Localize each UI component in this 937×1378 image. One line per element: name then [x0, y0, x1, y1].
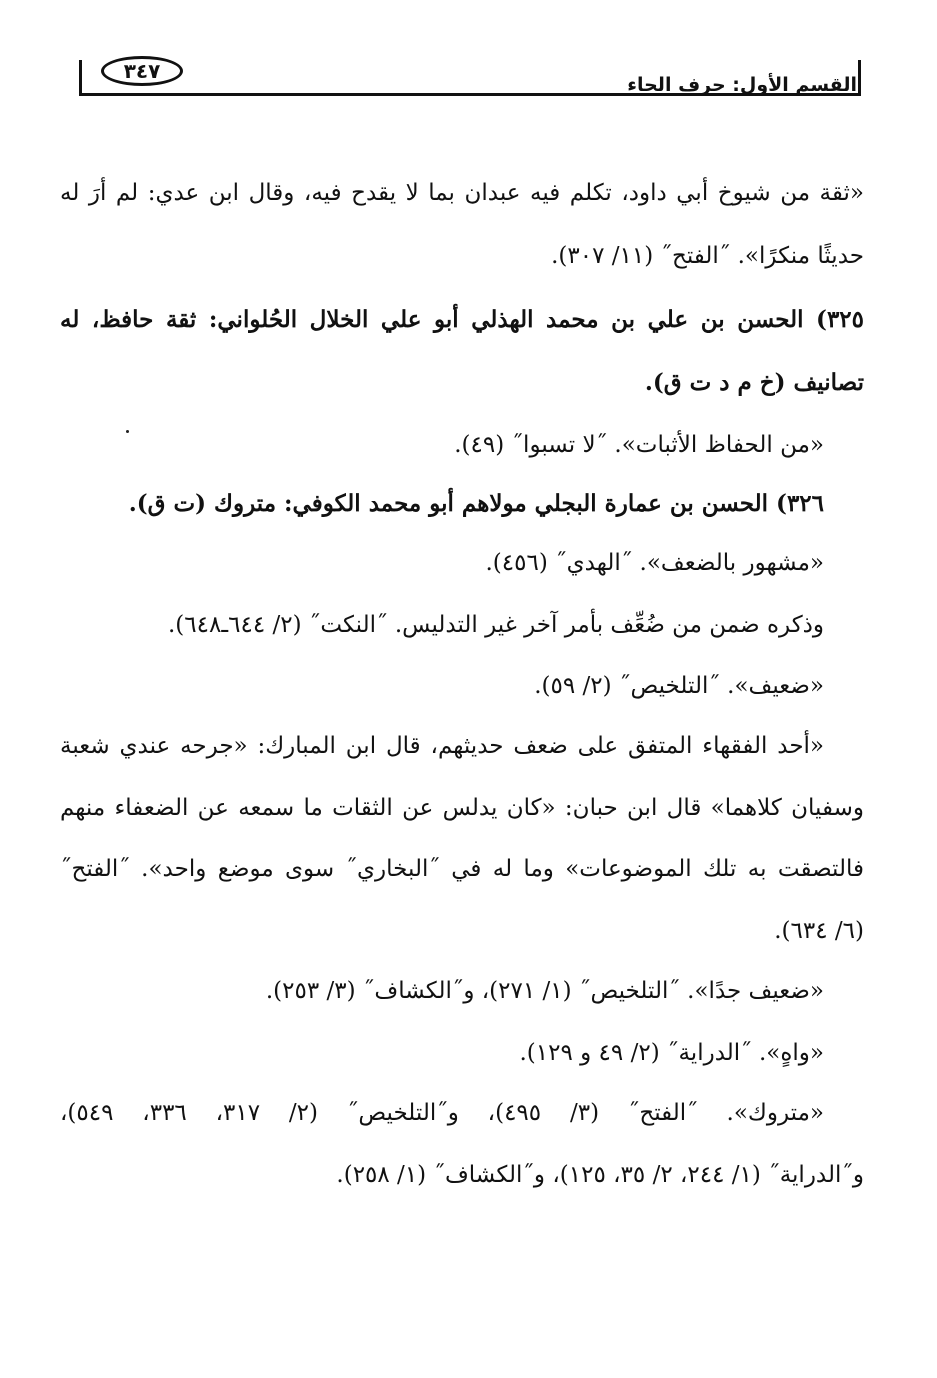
- text-line: فالتصقت به تلك الموضوعات» وما له في ˝البخاري˝ سوى موضع واحد». ˝الفتح˝: [60, 856, 864, 882]
- text-line: «من الحفاظ الأثبات». ˝لا تسبوا˝ (٤٩).: [454, 432, 824, 458]
- print-speck: [126, 430, 129, 433]
- text-line: وسفيان كلاهما» قال ابن حبان: «كان يدلس عن الثقات ما سمعه عن الضعفاء منهم: [60, 795, 864, 821]
- entry-heading: ٣٢٥) الحسن بن علي بن محمد الهذلي أبو علي الخلال الحُلواني: ثقة حافظ، له: [60, 306, 864, 333]
- text-line: «ثقة من شيوخ أبي داود، تكلم فيه عبدان بما لا يقدح فيه، وقال ابن عدي: لم أرَ له: [60, 180, 864, 206]
- text-line: حديثًا منكرًا». ˝الفتح˝ (١١/ ٣٠٧).: [551, 243, 864, 269]
- text-line: و˝الدراية˝ (١/ ٢٤٤، ٢/ ٣٥، ١٢٥)، و˝الكشاف˝ (١/ ٢٥٨).: [336, 1162, 864, 1188]
- section-title: القسم الأول: حرف الحاء: [627, 74, 857, 96]
- entry-heading: تصانيف (خ م د ت ق).: [644, 369, 864, 396]
- text-line: «متروك». ˝الفتح˝ (٣/ ٤٩٥)، و˝التلخيص˝ (٢/ ٣١٧، ٣٣٦، ٥٤٩)،: [60, 1100, 824, 1126]
- text-line: «ضعيف». ˝التلخيص˝ (٢/ ٥٩).: [534, 673, 824, 699]
- text-line: وذكره ضمن من ضُعِّف بأمر آخر غير التدليس. ˝النكت˝ (٢/ ٦٤٤ـ٦٤٨).: [168, 612, 824, 638]
- text-line: (٦/ ٦٣٤).: [774, 918, 864, 944]
- page-header: [79, 56, 863, 100]
- text-line: «واهٍ». ˝الدراية˝ (٢/ ٤٩ و ١٢٩).: [519, 1040, 824, 1066]
- entry-heading: ٣٢٦) الحسن بن عمارة البجلي مولاهم أبو محمد الكوفي: متروك (ت ق).: [128, 490, 824, 517]
- page-number: ٣٤٧: [101, 56, 183, 86]
- text-line: «ضعيف جدًا». ˝التلخيص˝ (١/ ٢٧١)، و˝الكشاف˝ (٣/ ٢٥٣).: [265, 978, 824, 1004]
- text-line: «مشهور بالضعف». ˝الهدي˝ (٤٥٦).: [485, 550, 824, 576]
- text-line: «أحد الفقهاء المتفق على ضعف حديثهم، قال ابن المبارك: «جرحه عندي شعبة: [60, 733, 824, 759]
